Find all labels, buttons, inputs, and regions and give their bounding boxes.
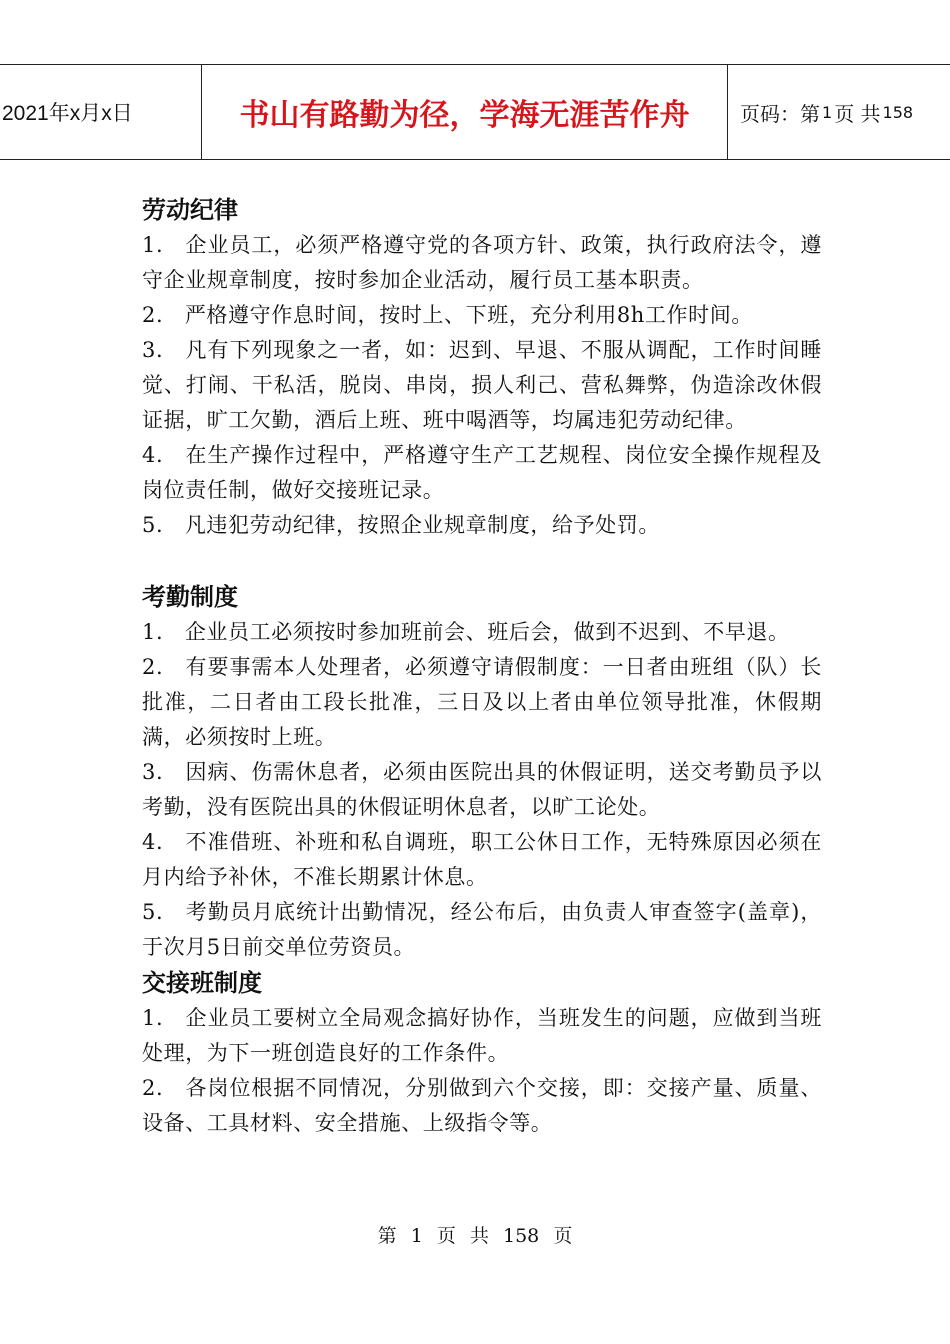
footer-current-page: 1 xyxy=(410,1225,423,1247)
footer-mid1: 页 xyxy=(436,1225,456,1247)
footer-prefix: 第 xyxy=(377,1225,397,1247)
header-page-label: 页码：第 xyxy=(740,101,820,126)
paragraph: 1. 企业员工必须按时参加班前会、班后会，做到不迟到、不早退。 xyxy=(142,620,790,644)
paragraph: 1. 企业员工要树立全局观念搞好协作，当班发生的问题，应做到当班处理，为下一班创造良好的工作条件。 xyxy=(142,1006,822,1065)
paragraph: 1. 企业员工，必须严格遵守党的各项方针、政策，执行政府法令，遵守企业规章制度，按时参加企业活动，履行员工基本职责。 xyxy=(142,233,822,292)
page-header xyxy=(0,64,950,160)
paragraph: 4. 不准借班、补班和私自调班，职工公休日工作，无特殊原因必须在月内给予补休，不准长期累计休息。 xyxy=(142,830,822,889)
header-page-mid: 页 共 xyxy=(834,101,881,126)
header-date: 2021年x月x日 xyxy=(2,102,133,125)
section-title-shift-handover: 交接班制度 xyxy=(142,969,262,997)
header-motto: 书山有路勤为径，学海无涯苦作舟 xyxy=(201,65,728,159)
paragraph: 3. 因病、伤需休息者，必须由医院出具的休假证明，送交考勤员予以考勤，没有医院出具的休假证明休息者，以旷工论处。 xyxy=(142,760,822,819)
document-body xyxy=(142,192,822,1141)
paragraph: 2. 有要事需本人处理者，必须遵守请假制度：一日者由班组（队）长批准，二日者由工段长批准，三日及以上者由单位领导批准，休假期满，必须按时上班。 xyxy=(142,655,822,749)
header-page-total: 158 xyxy=(882,102,914,122)
paragraph: 5. 考勤员月底统计出勤情况，经公布后，由负责人审查签字(盖章)，于次月5日前交单位劳资员。 xyxy=(142,900,822,959)
spacer xyxy=(142,543,822,579)
paragraph: 2. 严格遵守作息时间，按时上、下班，充分利用8h工作时间。 xyxy=(142,303,753,327)
footer-suffix: 页 xyxy=(553,1225,573,1247)
paragraph: 5. 凡违犯劳动纪律，按照企业规章制度，给予处罚。 xyxy=(142,513,661,537)
header-page-current: 1 xyxy=(822,102,833,122)
page-footer xyxy=(0,1222,950,1250)
section-title-attendance: 考勤制度 xyxy=(142,583,238,611)
header-page-info xyxy=(740,65,950,159)
section-title-labor-discipline: 劳动纪律 xyxy=(142,196,238,224)
paragraph: 2. 各岗位根据不同情况，分别做到六个交接，即：交接产量、质量、设备、工具材料、安全措施、上级指令等。 xyxy=(142,1076,822,1135)
paragraph: 4. 在生产操作过程中，严格遵守生产工艺规程、岗位安全操作规程及岗位责任制，做好交接班记录。 xyxy=(142,443,822,502)
footer-mid2: 共 xyxy=(469,1225,489,1247)
footer-total-pages: 158 xyxy=(503,1225,540,1247)
paragraph: 3. 凡有下列现象之一者，如：迟到、早退、不服从调配，工作时间睡觉、打闹、干私活，脱岗、串岗，损人利己、营私舞弊，伪造涂改休假证据，旷工欠勤，酒后上班、班中喝酒等，均属违犯劳动纪律。 xyxy=(142,338,822,432)
